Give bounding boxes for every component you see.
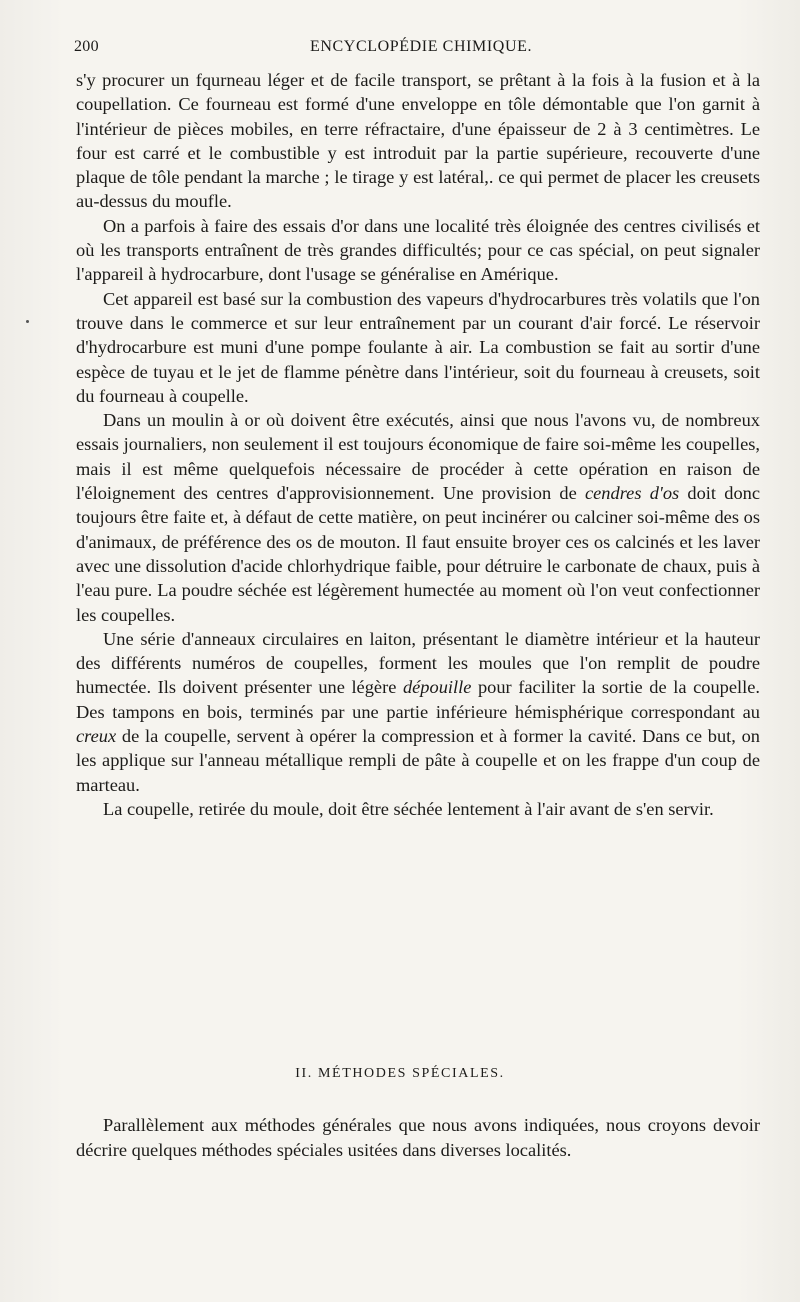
section-text: [76, 1113, 760, 1163]
text-run: doit donc toujours être faite et, à défaut de cette matière, on peut incinérer ou calciner soi-même des os d'animaux, de préférence des os de mouton. Il faut ensuite broyer ces os calcinés et les laver avec une dissolution d'acide chlorhydrique faible, pour détruire le carbonate de chaux, puis à l'eau pure. La poudre séchée est légèrement humectée au moment où l'on veut confectionner les coupelles.: [76, 483, 760, 625]
paragraph: Cet appareil est basé sur la combustion des vapeurs d'hydrocarbures très volatils que l'on trouve dans le commerce et sur leur entraînement par un courant d'air forcé. Le réservoir d'hydrocarbure est muni d'une pompe foulante à air. La combustion se fait au sortir d'une espèce de tuyau et le jet de flamme pénètre dans l'intérieur, soit du fourneau à creusets, soit du fourneau à coupelle.: [76, 288, 760, 406]
paragraph: La coupelle, retirée du moule, doit être séchée lentement à l'air avant de s'en servir.: [103, 798, 714, 819]
paragraph: [76, 627, 760, 797]
paragraph: On a parfois à faire des essais d'or dans une localité très éloignée des centres civilisés et où les transports entraînent de très grandes difficultés; pour ce cas spécial, on peut signaler l'appareil à hydrocarbure, dont l'usage se généralise en Amérique.: [76, 215, 760, 285]
paragraph: Parallèlement aux méthodes générales que nous avons indiquées, nous croyons devoir décrire quelques méthodes spéciales usitées dans diverses localités.: [76, 1115, 760, 1160]
paragraph: [76, 408, 760, 627]
text-run: de la coupelle, servent à opérer la compression et à former la cavité. Dans ce but, on les applique sur l'anneau métallique rempli de pâte à coupelle et on les frappe d'un coup de marteau.: [76, 726, 760, 795]
text-run: Une série d'anneaux circulaires en laiton, présentant le diamètre intérieur et la hauteur des différents numéros de coupelles, forment les moules que l'on remplit de poudre humectée. Ils doivent présenter une légère: [76, 628, 760, 698]
page-number: 200: [74, 38, 99, 55]
italic-term: cendres d'os: [584, 483, 680, 504]
main-text: [76, 68, 760, 821]
text-run: pour faciliter la sortie de la coupelle. Des tampons en bois, terminés par une partie inférieure hémisphérique correspondant au: [76, 677, 760, 722]
margin-dot: [26, 320, 29, 323]
text-run: Dans un moulin à or où doivent être exécutés, ainsi que nous l'avons vu, de nombreux essais journaliers, non seulement il est toujours économique de faire soi-même les coupelles, mais il est même quelquefois nécessaire de procéder à cette opération en raison de l'éloignement des centres d'approvisionnement. Une provision de: [76, 410, 760, 504]
paragraph: s'y procurer un fqurneau léger et de facile transport, se prêtant à la fois à la fusion et à la coupellation. Ce fourneau est formé d'une enveloppe en tôle démontable que l'on garnit à l'intérieur de pièces mobiles, en terre réfractaire, d'une épaisseur de 2 à 3 centimètres. Le four est carré et le combustible y est introduit par la partie supérieure, recouverte d'une plaque de tôle pendant la marche ; le tirage y est latéral,. ce qui permet de placer les creusets au-dessus du moufle.: [76, 70, 760, 212]
italic-term: dépouille: [402, 677, 472, 698]
running-title: ENCYCLOPÉDIE CHIMIQUE.: [310, 38, 533, 55]
italic-term: creux: [76, 726, 117, 747]
section-heading: II. MÉTHODES SPÉCIALES.: [295, 1066, 505, 1081]
page-header: [74, 38, 760, 62]
